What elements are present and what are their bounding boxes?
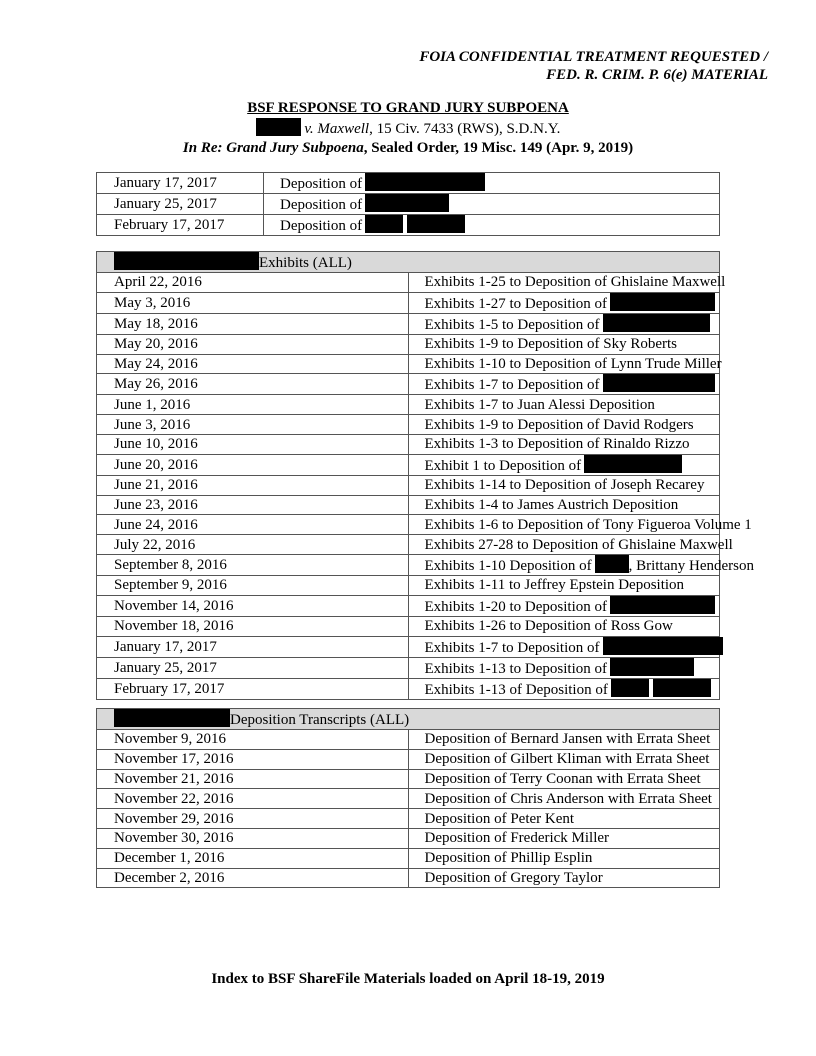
- row-date: April 22, 2016: [97, 273, 409, 293]
- row-description-cell: [408, 657, 720, 678]
- redaction-block: [610, 596, 715, 614]
- row-description-cell: [264, 215, 720, 236]
- title-line-2: [0, 118, 816, 139]
- row-description-cell: [408, 354, 720, 374]
- row-description: Exhibits 1-4 to James Austrich Deposition: [424, 496, 679, 513]
- table-row: [97, 636, 720, 657]
- row-description-cell: [408, 313, 720, 334]
- row-description-cell: [408, 475, 720, 495]
- redaction-block: [584, 455, 682, 473]
- row-description: Exhibits 27-28 to Deposition of Ghislaine Maxwell: [424, 536, 733, 553]
- row-date: November 18, 2016: [97, 616, 409, 636]
- redaction-block: [114, 252, 259, 270]
- row-date: February 17, 2017: [97, 215, 264, 236]
- table-row: [97, 678, 720, 699]
- redaction-block: [595, 555, 629, 573]
- table-row: [97, 657, 720, 678]
- table-row: [97, 194, 720, 215]
- row-date: November 22, 2016: [97, 789, 409, 809]
- row-date: January 25, 2017: [97, 657, 409, 678]
- table-row: [97, 415, 720, 435]
- table-row: [97, 868, 720, 888]
- table-row: [97, 354, 720, 374]
- redaction-block: [603, 314, 710, 332]
- row-description: Deposition of Phillip Esplin: [424, 850, 593, 867]
- redaction-block: [114, 709, 230, 727]
- row-date: May 18, 2016: [97, 313, 409, 334]
- document-title: [0, 99, 816, 158]
- table-row: [97, 554, 720, 575]
- deposition-table: [96, 172, 720, 236]
- row-description: Deposition of Chris Anderson with Errata Sheet: [424, 790, 712, 807]
- row-date: December 1, 2016: [97, 848, 409, 868]
- row-description-cell: [408, 595, 720, 616]
- row-date: June 3, 2016: [97, 415, 409, 435]
- redaction-block: [610, 658, 694, 676]
- redaction-block: [365, 173, 485, 191]
- row-description: Exhibits 1-7 to Deposition of: [424, 377, 600, 394]
- table-row: [97, 454, 720, 475]
- row-description: Exhibits 1-5 to Deposition of: [424, 316, 600, 333]
- row-description-cell: [408, 809, 720, 829]
- case-citation: , 15 Civ. 7433 (RWS), S.D.N.Y.: [369, 121, 561, 137]
- row-description-cell: [408, 730, 720, 750]
- table-header-cell: [97, 252, 720, 273]
- subpoena-name: In Re: Grand Jury Subpoena: [182, 140, 364, 156]
- row-date: January 17, 2017: [97, 636, 409, 657]
- table-row: [97, 395, 720, 415]
- confidentiality-notice: [419, 48, 768, 84]
- table-row: [97, 374, 720, 395]
- table-row: [97, 292, 720, 313]
- row-description: Exhibits 1-6 to Deposition of Tony Figueroa Volume 1: [424, 516, 752, 533]
- row-description: Exhibits 1-14 to Deposition of Joseph Recarey: [424, 477, 705, 494]
- row-description: Exhibits 1-25 to Deposition of Ghislaine Maxwell: [424, 274, 726, 291]
- redaction-block: [603, 637, 723, 655]
- row-description-cell: [264, 194, 720, 215]
- row-description-cell: [408, 828, 720, 848]
- row-description-cell: [408, 292, 720, 313]
- confidentiality-line-1: FOIA CONFIDENTIAL TREATMENT REQUESTED /: [419, 49, 768, 65]
- subpoena-citation: , Sealed Order, 19 Misc. 149 (Apr. 9, 2019): [363, 140, 634, 156]
- table-row: [97, 475, 720, 495]
- row-description: Exhibits 1-9 to Deposition of Sky Roberts: [424, 336, 677, 353]
- case-name: v. Maxwell: [304, 121, 370, 137]
- transcripts-table: [96, 708, 720, 888]
- row-description: Exhibits 1-11 to Jeffrey Epstein Deposition: [424, 577, 685, 594]
- row-description-cell: [408, 515, 752, 535]
- table-row: [97, 749, 720, 769]
- table-header-label: Deposition Transcripts (ALL): [230, 712, 410, 728]
- row-date: May 3, 2016: [97, 292, 409, 313]
- table-row: [97, 769, 720, 789]
- row-description-cell: [408, 616, 720, 636]
- row-date: September 9, 2016: [97, 575, 409, 595]
- row-description-cell: [408, 868, 720, 888]
- row-description-suffix: , Brittany Henderson: [628, 557, 754, 574]
- row-date: February 17, 2017: [97, 678, 409, 699]
- table-header-label: Exhibits (ALL): [259, 255, 352, 271]
- row-description-cell: [408, 789, 720, 809]
- row-description: Exhibits 1-10 to Deposition of Lynn Trude Miller: [424, 355, 722, 372]
- row-date: November 29, 2016: [97, 809, 409, 829]
- row-date: November 30, 2016: [97, 828, 409, 848]
- table-header-cell: [97, 709, 720, 730]
- row-description: Deposition of: [280, 218, 363, 234]
- row-description: Exhibits 1-9 to Deposition of David Rodgers: [424, 416, 694, 433]
- row-date: September 8, 2016: [97, 554, 409, 575]
- row-date: November 14, 2016: [97, 595, 409, 616]
- table-row: [97, 848, 720, 868]
- table-row: [97, 616, 720, 636]
- title-line-3: [0, 139, 816, 158]
- table-row: [97, 173, 720, 194]
- row-date: June 23, 2016: [97, 495, 409, 515]
- row-description-cell: [408, 575, 720, 595]
- row-description-cell: [264, 173, 720, 194]
- table-row: [97, 730, 720, 750]
- row-description: Exhibits 1-27 to Deposition of: [424, 295, 607, 312]
- redaction-block: [365, 215, 465, 233]
- row-description: Exhibits 1-7 to Deposition of: [424, 639, 600, 656]
- row-description-cell: [408, 678, 720, 699]
- table-row: [97, 334, 720, 354]
- row-description-cell: [408, 395, 720, 415]
- row-description: Exhibits 1-3 to Deposition of Rinaldo Rizzo: [424, 436, 690, 453]
- row-date: June 24, 2016: [97, 515, 409, 535]
- footer-caption: Index to BSF ShareFile Materials loaded on April 18-19, 2019: [211, 971, 605, 987]
- row-description: Exhibits 1-20 to Deposition of: [424, 598, 607, 615]
- row-description: Exhibits 1-26 to Deposition of Ross Gow: [424, 618, 673, 635]
- row-description-cell: [408, 434, 720, 454]
- row-date: July 22, 2016: [97, 535, 409, 555]
- table-row: [97, 495, 720, 515]
- row-date: November 9, 2016: [97, 730, 409, 750]
- row-description: Exhibits 1-7 to Juan Alessi Deposition: [424, 396, 655, 413]
- table-row: [97, 535, 720, 555]
- row-description-cell: [408, 848, 720, 868]
- row-description-cell: [408, 636, 720, 657]
- row-description: Deposition of Peter Kent: [424, 810, 575, 827]
- redaction-block: [603, 374, 715, 392]
- table-header-row: [97, 252, 720, 273]
- row-description-cell: [408, 454, 720, 475]
- row-description: Exhibits 1-13 of Deposition of: [424, 681, 608, 698]
- row-description-cell: [408, 554, 754, 575]
- title-line-1: BSF RESPONSE TO GRAND JURY SUBPOENA: [247, 100, 569, 116]
- row-description-cell: [408, 535, 733, 555]
- table-row: [97, 434, 720, 454]
- row-date: May 26, 2016: [97, 374, 409, 395]
- row-date: June 20, 2016: [97, 454, 409, 475]
- exhibits-table: [96, 251, 754, 700]
- redaction-block: [365, 194, 449, 212]
- row-description: Deposition of Gregory Taylor: [424, 869, 603, 886]
- row-date: June 1, 2016: [97, 395, 409, 415]
- row-description: Deposition of: [280, 176, 363, 192]
- row-date: June 21, 2016: [97, 475, 409, 495]
- row-description-cell: [408, 273, 726, 293]
- table-row: [97, 828, 720, 848]
- row-date: December 2, 2016: [97, 868, 409, 888]
- row-description-cell: [408, 374, 720, 395]
- row-description-cell: [408, 769, 720, 789]
- row-description-cell: [408, 415, 720, 435]
- row-description: Deposition of Frederick Miller: [424, 830, 610, 847]
- table-row: [97, 313, 720, 334]
- row-date: November 21, 2016: [97, 769, 409, 789]
- table-row: [97, 595, 720, 616]
- row-date: November 17, 2016: [97, 749, 409, 769]
- row-date: June 10, 2016: [97, 434, 409, 454]
- table-row: [97, 575, 720, 595]
- table-row: [97, 215, 720, 236]
- table-row: [97, 273, 720, 293]
- confidentiality-line-2: FED. R. CRIM. P. 6(e) MATERIAL: [546, 67, 768, 83]
- row-description-cell: [408, 334, 720, 354]
- row-description: Exhibits 1-13 to Deposition of: [424, 660, 607, 677]
- row-description: Deposition of Bernard Jansen with Errata Sheet: [424, 731, 711, 748]
- row-description-cell: [408, 749, 720, 769]
- table-header-row: [97, 709, 720, 730]
- row-description: Exhibits 1-10 Deposition of: [424, 557, 592, 574]
- table-row: [97, 789, 720, 809]
- row-date: May 20, 2016: [97, 334, 409, 354]
- redaction-block: [256, 118, 301, 136]
- table-row: [97, 515, 720, 535]
- row-description: Deposition of Gilbert Kliman with Errata Sheet: [424, 751, 710, 768]
- redaction-block: [611, 679, 711, 697]
- row-description: Exhibit 1 to Deposition of: [424, 457, 582, 474]
- row-date: January 17, 2017: [97, 173, 264, 194]
- redaction-block: [610, 293, 715, 311]
- row-date: May 24, 2016: [97, 354, 409, 374]
- row-description-cell: [408, 495, 720, 515]
- row-description: Deposition of: [280, 197, 363, 213]
- table-row: [97, 809, 720, 829]
- row-date: January 25, 2017: [97, 194, 264, 215]
- row-description: Deposition of Terry Coonan with Errata Sheet: [424, 770, 701, 787]
